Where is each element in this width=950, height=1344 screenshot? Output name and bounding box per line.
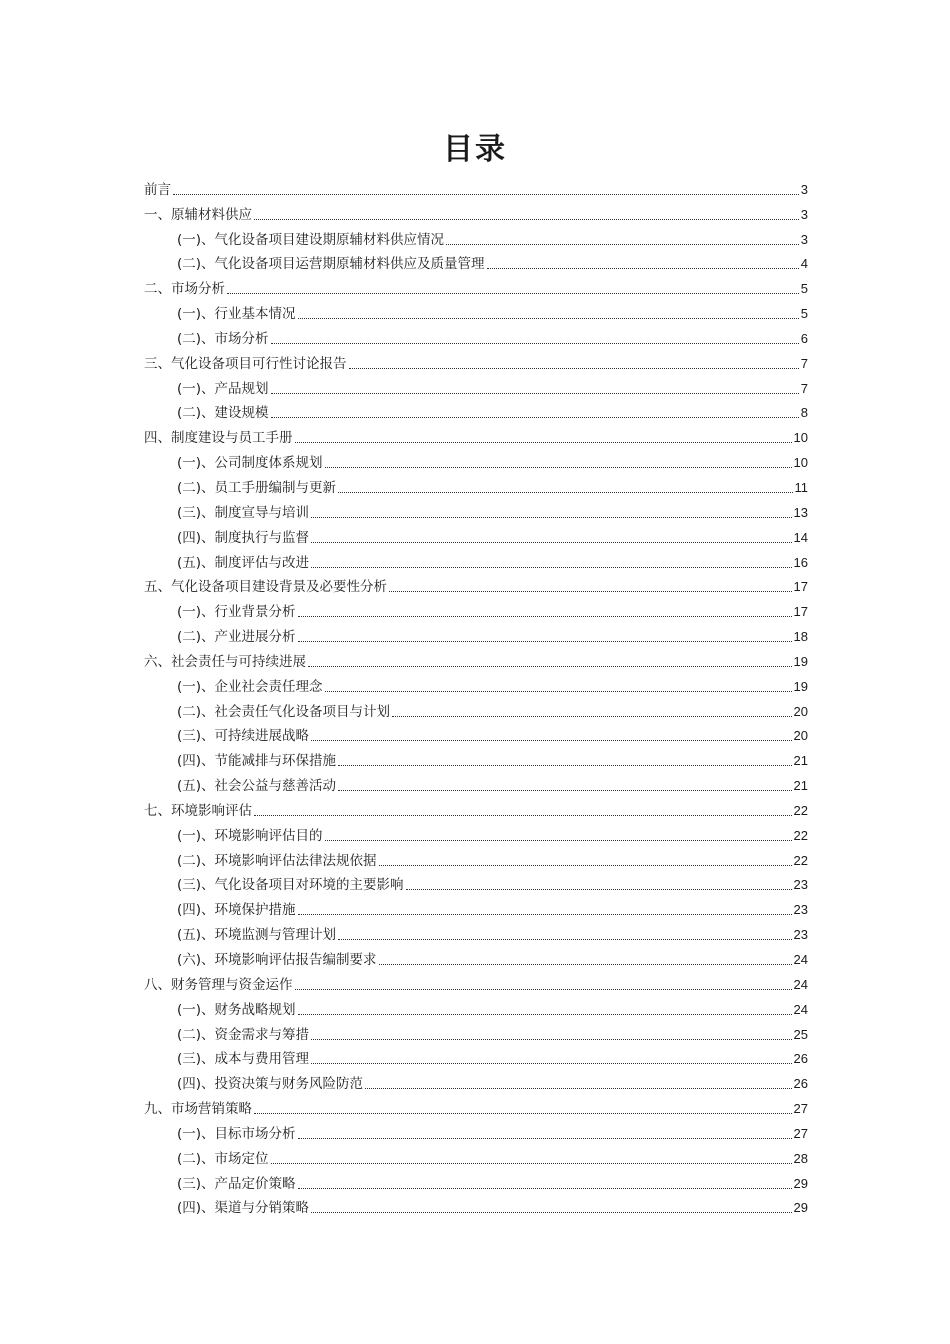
toc-page-number: 22 (793, 852, 808, 868)
toc-page-number: 28 (793, 1150, 808, 1166)
toc-entry-label: (四)、制度执行与监督 (177, 529, 310, 546)
toc-page-number: 25 (793, 1026, 808, 1042)
toc-page-number: 23 (793, 902, 808, 918)
toc-entry-label: (二)、建设规模 (177, 405, 269, 422)
toc-entry-label: 三、气化设备项目可行性讨论报告 (144, 355, 347, 372)
dot-leader (311, 1039, 791, 1040)
toc-entry-label: 一、原辅材料供应 (144, 206, 252, 223)
toc-entry-label: 五、气化设备项目建设背景及必要性分析 (144, 579, 387, 596)
toc-subentry[interactable] (144, 249, 808, 274)
dot-leader (298, 1014, 792, 1015)
toc-subentry[interactable] (144, 497, 808, 522)
toc-entry-label: (二)、环境影响评估法律法规依据 (177, 852, 377, 869)
toc-subentry[interactable] (144, 547, 808, 572)
toc-page-number: 21 (793, 778, 808, 794)
toc-page-number: 5 (800, 306, 808, 322)
toc-entry-label: (二)、员工手册编制与更新 (177, 479, 337, 496)
toc-entry-label: 七、环境影响评估 (144, 802, 252, 819)
toc-entry-label: (五)、制度评估与改进 (177, 554, 310, 571)
toc-subentry[interactable] (144, 1193, 808, 1218)
toc-subentry[interactable] (144, 820, 808, 845)
toc-entry-label: (五)、社会公益与慈善活动 (177, 778, 337, 795)
toc-subentry[interactable] (144, 1168, 808, 1193)
toc-entry[interactable] (144, 273, 808, 298)
toc-page-number: 22 (793, 827, 808, 843)
toc-entry-label: 二、市场分析 (144, 281, 225, 298)
toc-entry[interactable] (144, 572, 808, 597)
toc-page-number: 7 (800, 380, 808, 396)
table-of-contents (144, 174, 808, 1217)
toc-page-number: 17 (793, 604, 808, 620)
dot-leader (338, 765, 791, 766)
toc-subentry[interactable] (144, 845, 808, 870)
dot-leader (295, 442, 792, 443)
dot-leader (446, 244, 799, 245)
toc-subentry[interactable] (144, 1044, 808, 1069)
dot-leader (379, 964, 792, 965)
toc-entry-label: (一)、气化设备项目建设期原辅材料供应情况 (177, 231, 445, 248)
toc-entry-label: (三)、制度宣导与培训 (177, 504, 310, 521)
toc-subentry[interactable] (144, 870, 808, 895)
toc-subentry[interactable] (144, 894, 808, 919)
dot-leader (338, 492, 792, 493)
toc-page-number: 6 (800, 330, 808, 346)
toc-page-number: 14 (793, 529, 808, 545)
toc-subentry[interactable] (144, 1118, 808, 1143)
toc-entry-label: 九、市场营销策略 (144, 1101, 252, 1118)
toc-page-number: 24 (793, 976, 808, 992)
toc-page-number: 26 (793, 1076, 808, 1092)
toc-subentry[interactable] (144, 671, 808, 696)
toc-entry[interactable] (144, 174, 808, 199)
dot-leader (311, 542, 791, 543)
toc-page-number: 3 (800, 181, 808, 197)
toc-entry-label: (四)、节能减排与环保措施 (177, 753, 337, 770)
dot-leader (379, 865, 792, 866)
dot-leader (254, 815, 792, 816)
toc-page-number: 19 (793, 678, 808, 694)
dot-leader (271, 417, 799, 418)
dot-leader (311, 740, 791, 741)
toc-page-number: 18 (793, 629, 808, 645)
toc-page-number: 27 (793, 1101, 808, 1117)
toc-entry-label: (五)、环境监测与管理计划 (177, 927, 337, 944)
toc-subentry[interactable] (144, 398, 808, 423)
toc-entry-label: (四)、渠道与分销策略 (177, 1200, 310, 1217)
toc-subentry[interactable] (144, 696, 808, 721)
toc-subentry[interactable] (144, 994, 808, 1019)
dot-leader (298, 318, 799, 319)
dot-leader (173, 194, 799, 195)
toc-entry-label: (一)、目标市场分析 (177, 1125, 296, 1142)
toc-entry[interactable] (144, 969, 808, 994)
toc-entry-label: 八、财务管理与资金运作 (144, 976, 293, 993)
toc-page-number: 5 (800, 281, 808, 297)
toc-entry-label: (二)、资金需求与筹措 (177, 1026, 310, 1043)
toc-entry-label: (一)、企业社会责任理念 (177, 678, 323, 695)
dot-leader (325, 467, 792, 468)
toc-entry[interactable] (144, 1093, 808, 1118)
toc-entry[interactable] (144, 199, 808, 224)
toc-entry-label: (三)、可持续进展战略 (177, 728, 310, 745)
dot-leader (311, 1063, 791, 1064)
toc-entry-label: (二)、气化设备项目运营期原辅材料供应及质量管理 (177, 256, 485, 273)
toc-page-number: 8 (800, 405, 808, 421)
toc-entry-label: (一)、公司制度体系规划 (177, 455, 323, 472)
toc-page-number: 20 (793, 703, 808, 719)
toc-entry-label: (一)、环境影响评估目的 (177, 827, 323, 844)
toc-subentry[interactable] (144, 1019, 808, 1044)
dot-leader (254, 1113, 792, 1114)
toc-subentry[interactable] (144, 944, 808, 969)
toc-entry-label: 四、制度建设与员工手册 (144, 430, 293, 447)
toc-entry-label: (四)、投资决策与财务风险防范 (177, 1076, 364, 1093)
toc-entry[interactable] (144, 646, 808, 671)
toc-entry-label: (四)、环境保护措施 (177, 902, 296, 919)
toc-entry-label: (三)、产品定价策略 (177, 1175, 296, 1192)
toc-entry-label: (二)、产业进展分析 (177, 629, 296, 646)
toc-entry-label: (二)、市场定位 (177, 1150, 269, 1167)
toc-page-number: 3 (800, 231, 808, 247)
toc-page-number: 24 (793, 1001, 808, 1017)
toc-page-number: 3 (800, 206, 808, 222)
dot-leader (308, 666, 792, 667)
toc-subentry[interactable] (144, 621, 808, 646)
dot-leader (392, 716, 791, 717)
toc-page-number: 4 (800, 256, 808, 272)
toc-subentry[interactable] (144, 298, 808, 323)
dot-leader (365, 1088, 791, 1089)
toc-page-number: 26 (793, 1051, 808, 1067)
toc-entry[interactable] (144, 422, 808, 447)
toc-subentry[interactable] (144, 770, 808, 795)
toc-page-number: 19 (793, 653, 808, 669)
toc-subentry[interactable] (144, 721, 808, 746)
dot-leader (298, 616, 792, 617)
toc-page-number: 29 (793, 1200, 808, 1216)
toc-title: 目录 (443, 132, 507, 167)
toc-page-number: 22 (793, 802, 808, 818)
dot-leader (298, 914, 792, 915)
dot-leader (389, 591, 792, 592)
toc-entry-label: (二)、社会责任气化设备项目与计划 (177, 703, 391, 720)
dot-leader (349, 368, 799, 369)
dot-leader (338, 939, 791, 940)
toc-page-number: 23 (793, 877, 808, 893)
toc-entry-label: (六)、环境影响评估报告编制要求 (177, 952, 377, 968)
dot-leader (298, 1138, 792, 1139)
toc-entry-label: (一)、行业基本情况 (177, 306, 296, 323)
toc-subentry[interactable] (144, 373, 808, 398)
toc-entry[interactable] (144, 795, 808, 820)
dot-leader (298, 641, 792, 642)
toc-entry-label: (三)、成本与费用管理 (177, 1051, 310, 1068)
dot-leader (298, 1188, 792, 1189)
toc-page-number: 27 (793, 1125, 808, 1141)
toc-entry-label: (三)、气化设备项目对环境的主要影响 (177, 877, 404, 894)
toc-entry-label: (一)、产品规划 (177, 380, 269, 397)
toc-subentry[interactable] (144, 472, 808, 497)
toc-subentry[interactable] (144, 745, 808, 770)
toc-page-number: 11 (794, 479, 808, 495)
dot-leader (311, 517, 791, 518)
toc-page-number: 29 (793, 1175, 808, 1191)
dot-leader (325, 691, 792, 692)
dot-leader (311, 567, 791, 568)
toc-subentry[interactable] (144, 522, 808, 547)
toc-page-number: 16 (793, 554, 808, 570)
dot-leader (271, 343, 799, 344)
toc-page-number: 13 (793, 504, 808, 520)
toc-page-number: 7 (800, 355, 808, 371)
toc-subentry[interactable] (144, 1068, 808, 1093)
toc-page-number: 20 (793, 728, 808, 744)
toc-subentry[interactable] (144, 224, 808, 249)
toc-subentry[interactable] (144, 919, 808, 944)
dot-leader (271, 1163, 792, 1164)
toc-page-number: 10 (793, 430, 808, 446)
toc-subentry[interactable] (144, 1143, 808, 1168)
toc-page-number: 21 (793, 753, 808, 769)
dot-leader (311, 1212, 791, 1213)
dot-leader (295, 989, 792, 990)
toc-subentry[interactable] (144, 323, 808, 348)
dot-leader (406, 889, 792, 890)
dot-leader (487, 268, 799, 269)
toc-entry-label: 前言 (144, 181, 171, 198)
toc-subentry[interactable] (144, 596, 808, 621)
dot-leader (338, 790, 791, 791)
toc-page-number: 24 (793, 952, 808, 967)
toc-entry[interactable] (144, 348, 808, 373)
toc-page-number: 17 (793, 579, 808, 595)
toc-entry-label: (一)、财务战略规划 (177, 1001, 296, 1018)
dot-leader (325, 840, 792, 841)
toc-page-number: 10 (793, 455, 808, 471)
toc-page-number: 23 (793, 927, 808, 943)
toc-entry-label: 六、社会责任与可持续进展 (144, 653, 306, 670)
dot-leader (254, 219, 799, 220)
dot-leader (227, 293, 799, 294)
dot-leader (271, 393, 799, 394)
toc-entry-label: (二)、市场分析 (177, 330, 269, 347)
toc-subentry[interactable] (144, 447, 808, 472)
toc-entry-label: (一)、行业背景分析 (177, 604, 296, 621)
